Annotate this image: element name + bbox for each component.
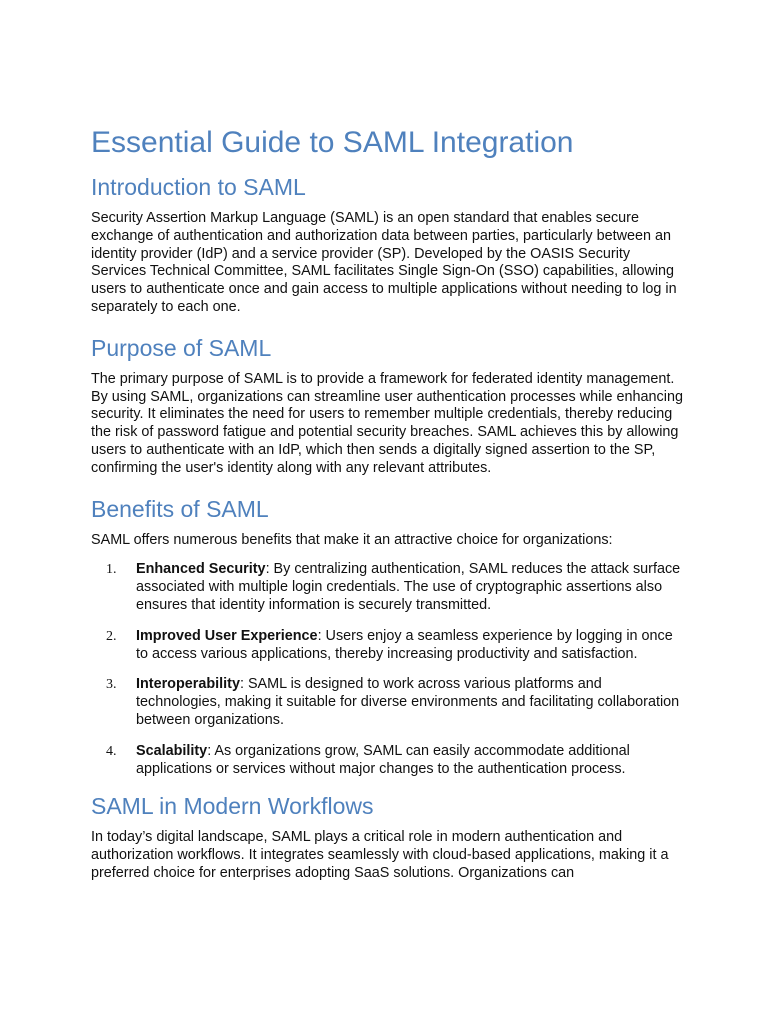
document-page xyxy=(91,124,686,883)
section-heading-modern-workflows: SAML in Modern Workflows xyxy=(91,793,374,820)
list-item-text: : By centralizing authentication, SAML reduces the attack surface associated with multiple login credentials. The use of cryptographic assertions also ensures that identity information is securely transmitted. xyxy=(136,561,681,613)
benefits-list xyxy=(91,561,686,778)
section-heading-introduction: Introduction to SAML xyxy=(91,174,306,200)
section-heading-purpose: Purpose of SAML xyxy=(91,334,272,361)
section-paragraph-benefits: SAML offers numerous benefits that make it an attractive choice for organizations: xyxy=(91,531,613,548)
section-paragraph-modern-workflows: In today’s digital landscape, SAML plays a critical role in modern authentication and authorization workflows. It integrates seamlessly with cloud-based applications, making it a preferred choice for enterprises adopting SaaS solutions. Organizations can xyxy=(91,829,669,881)
list-item-number: 1. xyxy=(106,562,117,578)
list-item-text: : SAML is designed to work across various platforms and technologies, making it suitable for diverse environments and facilitating collaboration between organizations. xyxy=(136,676,680,728)
list-item-term: Improved User Experience xyxy=(136,627,318,644)
list-item xyxy=(91,628,686,664)
list-item-number: 4. xyxy=(106,743,117,759)
list-item-number: 3. xyxy=(106,677,117,693)
list-item-term: Interoperability xyxy=(136,676,240,693)
document-title: Essential Guide to SAML Integration xyxy=(91,126,574,159)
list-item-term: Enhanced Security xyxy=(136,561,266,578)
list-item-number: 2. xyxy=(106,628,117,644)
section-paragraph-introduction: Security Assertion Markup Language (SAML) is an open standard that enables secure exchange of authentication and authorization data between parties, particularly between an identity provider (IdP) and a service provider (SP). Developed by the OASIS Security Services Technical Committee, SAML facilitates Single Sign-On (SSO) capabilities, allowing users to authenticate once and gain access to multiple applications without needing to log in separately to each one. xyxy=(91,210,677,315)
section-heading-benefits: Benefits of SAML xyxy=(91,495,269,522)
section-paragraph-purpose: The primary purpose of SAML is to provide a framework for federated identity management. By using SAML, organizations can streamline user authentication processes while enhancing security. It eliminates the need for users to remember multiple credentials, thereby reducing the risk of password fatigue and potential security breaches. SAML achieves this by allowing users to authenticate with an IdP, which then sends a digitally signed assertion to the SP, confirming the user's identity along with any relevant attributes. xyxy=(91,370,683,476)
list-item xyxy=(91,676,686,729)
list-item-text: : As organizations grow, SAML can easily accommodate additional applications or services without major changes to the authentication process. xyxy=(136,742,630,777)
list-item-term: Scalability xyxy=(136,742,208,759)
list-item-text: : Users enjoy a seamless experience by logging in once to access various applications, thereby increasing productivity and satisfaction. xyxy=(136,627,673,662)
list-item xyxy=(91,743,686,779)
list-item xyxy=(91,561,686,614)
